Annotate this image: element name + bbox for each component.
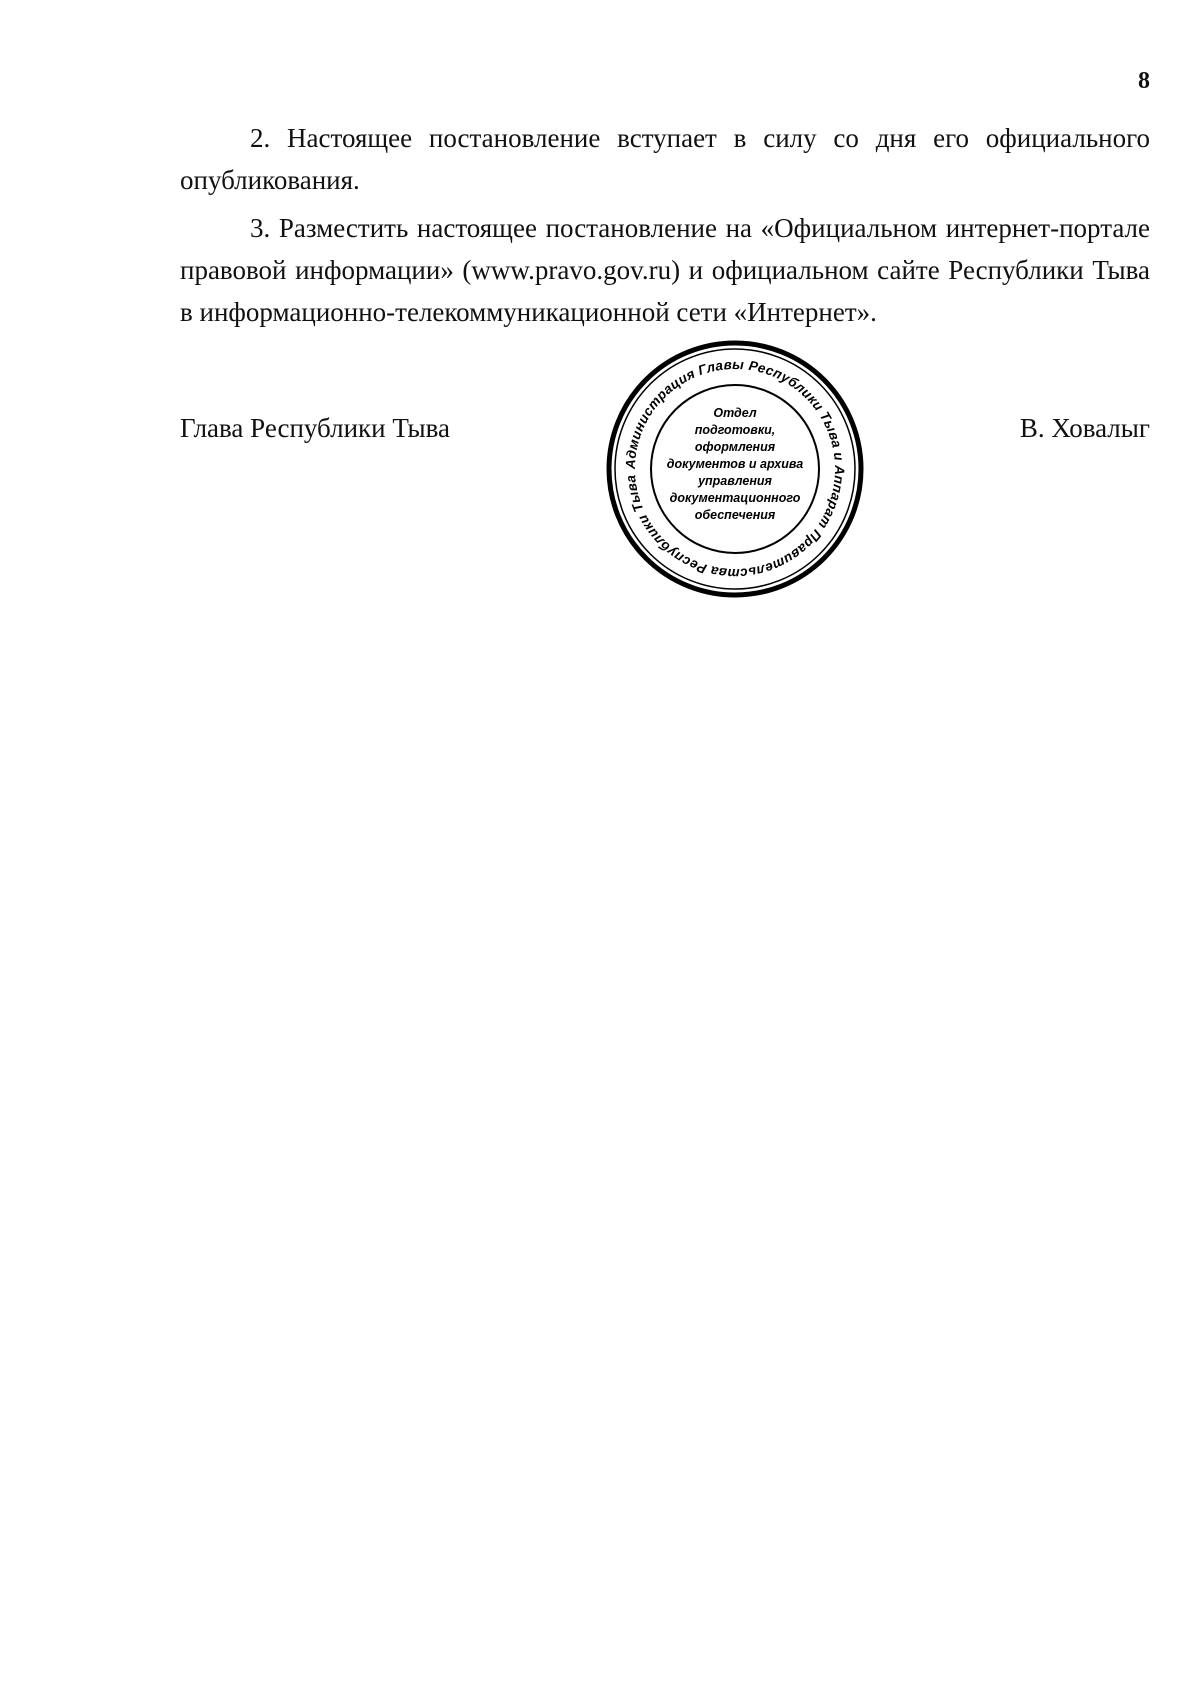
- stamp-center-line: документационного: [669, 491, 801, 505]
- signatory-position: Глава Республики Тыва: [180, 413, 451, 443]
- signatory-name: В. Ховалыг: [1019, 413, 1150, 443]
- stamp-center-text: [667, 406, 804, 522]
- stamp-seal-graphic: [605, 339, 865, 599]
- stamp-center-line: документов и архива: [666, 457, 804, 471]
- document-body: [180, 117, 1150, 339]
- page-number: 8: [1138, 68, 1150, 94]
- stamp-center-line: оформления: [694, 440, 776, 454]
- stamp-center-line: подготовки,: [694, 423, 776, 437]
- stamp-center-line: управления: [698, 474, 772, 488]
- paragraph-2: 2. Настоящее постановление вступает в силу со дня его официального опубликования.: [180, 123, 1150, 195]
- stamp-ring-text-path: Администрация Главы Республики Тыва и Аппарат Правительства Республики Тыва: [622, 356, 848, 582]
- official-stamp: [605, 339, 865, 599]
- stamp-center-line: обеспечения: [694, 508, 776, 522]
- paragraph-3: 3. Разместить настоящее постановление на «Официальном интернет-портале правовой информации» (www.pravo.gov.ru) и официальном сайте Республики Тыва в информационно-телекоммуникационной сети «Интернет».: [180, 213, 1150, 327]
- stamp-center-line: Отдел: [713, 406, 757, 420]
